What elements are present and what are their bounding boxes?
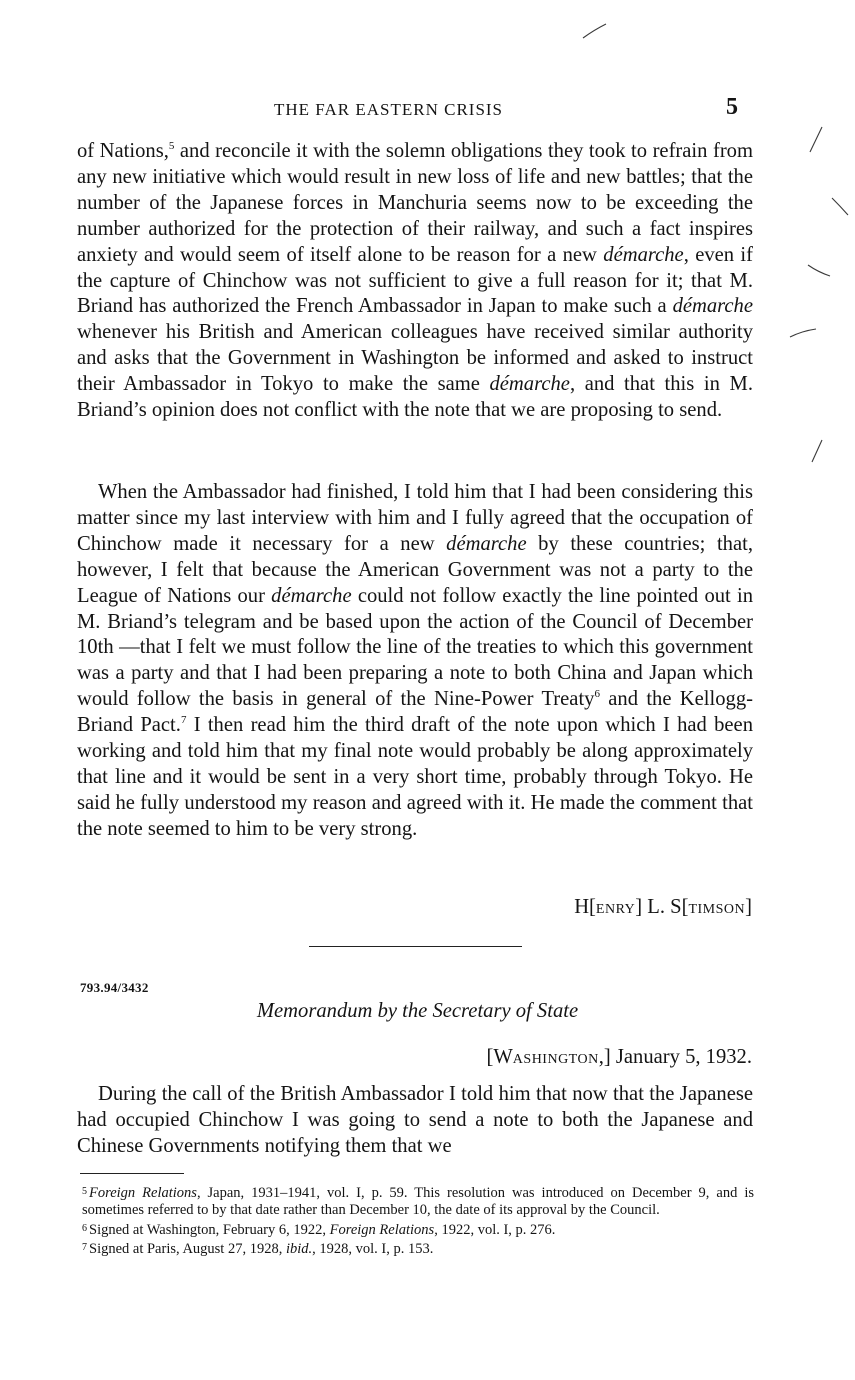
signature-part: H[ — [574, 896, 596, 918]
text-run: , even if the capture of Chinchow was not sufficient to give a full reason for it; that M. Briand has authorized the French Ambassador in Japan to make such a — [77, 243, 754, 318]
text-run: of Nations, — [77, 140, 169, 162]
footnote-ref-5: 5 — [168, 140, 175, 152]
pencil-tick-top — [583, 24, 606, 38]
footnote-ref-7: 7 — [180, 714, 187, 727]
text-run: and the Kellogg-Briand Pact. — [77, 688, 753, 737]
pencil-slash-3 — [812, 440, 822, 462]
running-head — [0, 94, 855, 124]
signature-part: ] L. S[ — [635, 896, 689, 918]
signature — [574, 896, 752, 919]
text-run: During the call of the British Ambassador I told him that now that the Japanese had occupied Chinchow I was going to send a note to both the Japanese and Chinese Governments notifying them that we — [77, 1083, 753, 1157]
italic-term: démarche — [603, 243, 684, 266]
footnote-italic: Foreign Relations — [89, 1185, 197, 1201]
footnote-5 — [82, 1183, 754, 1220]
footnote-rule — [80, 1173, 184, 1174]
footnote-mark: 5 — [82, 1186, 87, 1197]
paragraph-memo-body — [77, 1082, 753, 1160]
pencil-dash-1 — [808, 265, 830, 276]
signature-smallcaps: ENRY — [595, 902, 636, 917]
text-run: by these countries; that, however, I felt that because the American Government was not a party to the League of Nations our — [77, 532, 753, 607]
page-number: 5 — [726, 94, 738, 120]
footnote-text: Signed at Washington, February 6, 1922, — [89, 1221, 330, 1238]
text-run: When the Ambassador had finished, I told him that I had been considering this matter since my last interview with him and I fully agreed that the occupation of Chinchow made it necessary for a new — [77, 481, 753, 555]
dateline — [487, 1046, 753, 1069]
footnote-7 — [82, 1239, 754, 1258]
text-run: whenever his British and American colleagues have received similar authority and asks that the Government in Washington be informed and asked to instruct their Ambassador in Tokyo to make the same — [77, 321, 753, 396]
italic-term: démarche — [271, 584, 352, 607]
signature-part: ] — [745, 896, 752, 918]
footnote-text: , 1928, vol. I, p. 153. — [312, 1241, 434, 1258]
file-number: 793.94/3432 — [80, 980, 149, 995]
dateline-smallcaps: ASHINGTON — [512, 1052, 599, 1067]
footnotes — [82, 1183, 754, 1259]
footnote-text: Signed at Paris, August 27, 1928, — [89, 1241, 286, 1258]
memo-title — [0, 1000, 855, 1023]
italic-term: démarche — [489, 373, 570, 396]
paragraph-continued — [77, 139, 753, 424]
footnote-mark: 6 — [82, 1222, 87, 1234]
footnote-ref-6: 6 — [594, 688, 600, 701]
text-run: I then read him the third draft of the note upon which I had been working and told him that my final note would probably be along approximately that line and it would be sent in a very short time, probably through Tokyo. He said he fully understood my reason and agreed with it. He made the comment that the note seemed to him to be very strong. — [77, 714, 753, 840]
dateline-part: ,] January 5, 1932. — [598, 1046, 752, 1068]
footnote-italic: ibid. — [285, 1241, 313, 1258]
text-run: and reconcile it with the solemn obligations they took to refrain from any new initiative which would result in new loss of life and new battles; that the number of the Japanese forces in Manchuria seems now to be exceeding the number authorized for the protection of their railway, and such a fact inspires anxiety and would seem of itself alone to be reason for a new — [77, 140, 753, 266]
pencil-dash-2 — [790, 329, 816, 337]
paragraph-ambassador-reply — [77, 480, 753, 843]
footnote-6 — [82, 1220, 754, 1239]
dateline-part: [W — [486, 1046, 513, 1068]
footnote-italic: Foreign Relations — [329, 1221, 435, 1238]
italic-term: démarche — [446, 532, 527, 555]
text-run: , and that this in M. Briand’s opinion does not conflict with the note that we are proposing to send. — [77, 373, 753, 422]
pencil-slash-1 — [810, 127, 822, 152]
footnote-text: , Japan, 1931–1941, vol. I, p. 59. This resolution was introduced on December 9, and is sometimes referred to by that date rather than December 10, the date of its approval by the Council. — [82, 1185, 754, 1219]
memo-title-text: Memorandum by the Secretary of State — [256, 1000, 579, 1022]
footnote-mark: 7 — [82, 1242, 87, 1254]
signature-smallcaps: TIMSON — [688, 902, 746, 917]
footnote-text: , 1922, vol. I, p. 276. — [434, 1221, 556, 1238]
italic-term: démarche — [672, 295, 753, 318]
pencil-slash-2 — [832, 198, 848, 215]
section-separator — [309, 946, 522, 947]
text-run: could not follow exactly the line pointed out in M. Briand’s telegram and be based upon the action of the Council of December 10th —that I felt we must follow the line of the treaties to which this government was a party and that I had been preparing a note to both China and Japan which would follow the basis in general of the Nine-Power Treaty — [77, 584, 754, 711]
running-title: THE FAR EASTERN CRISIS — [274, 100, 504, 119]
